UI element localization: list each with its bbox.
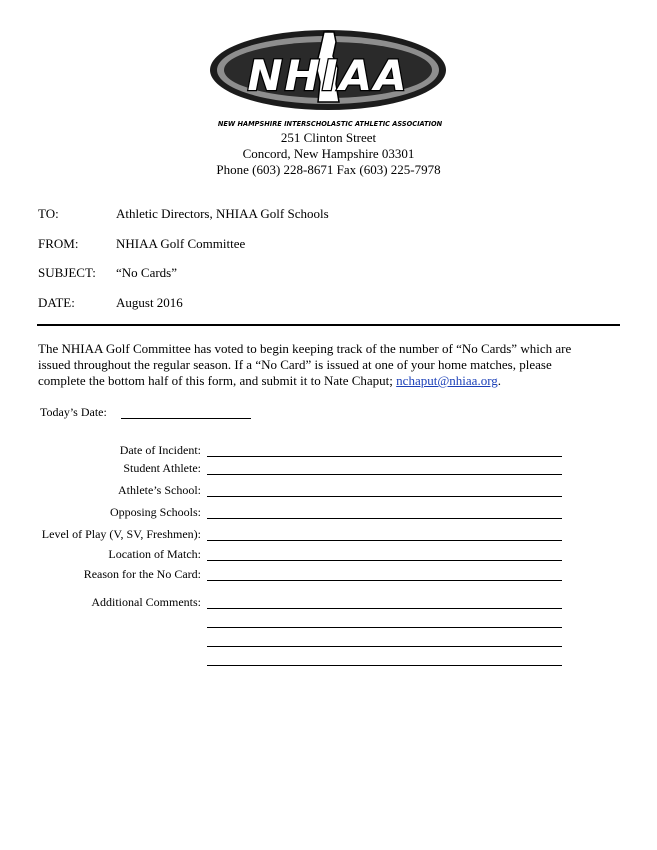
org-name: NEW HAMPSHIRE INTERSCHOLASTIC ATHLETIC ASSOCIATION (217, 120, 443, 128)
reason-no-card-label: Reason for the No Card: (83, 567, 201, 581)
memo-subject-value: “No Cards” (116, 265, 178, 280)
todays-date-label: Today’s Date: (40, 405, 107, 419)
memo-from-value: NHIAA Golf Committee (116, 236, 246, 251)
todays-date-field[interactable] (121, 418, 251, 419)
additional-comments-label: Additional Comments: (91, 595, 201, 609)
location-of-match-label: Location of Match: (108, 547, 201, 561)
additional-comments-field-4[interactable] (207, 665, 562, 666)
opposing-schools-label: Opposing Schools: (109, 505, 201, 519)
email-link[interactable]: nchaput@nhiaa.org (396, 373, 498, 388)
date-of-incident-label: Date of Incident: (119, 443, 201, 457)
memo-date-value: August 2016 (116, 295, 183, 310)
reason-no-card-field[interactable] (207, 580, 562, 581)
address-city: Concord, New Hampshire 03301 (242, 146, 415, 161)
memo-to-label: TO: (38, 206, 59, 221)
level-of-play-label: Level of Play (V, SV, Freshmen): (41, 527, 201, 541)
intro-text-end: . (497, 373, 502, 388)
memo-subject-label: SUBJECT: (38, 265, 96, 280)
additional-comments-field-3[interactable] (207, 646, 562, 647)
memo-to-value: Athletic Directors, NHIAA Golf Schools (116, 206, 329, 221)
athletes-school-label: Athlete’s School: (118, 483, 201, 497)
athletes-school-field[interactable] (207, 496, 562, 497)
header-divider (37, 324, 620, 326)
location-of-match-field[interactable] (207, 560, 562, 561)
address-street: 251 Clinton Street (280, 130, 377, 145)
memo-date-label: DATE: (38, 295, 75, 310)
level-of-play-field[interactable] (207, 540, 562, 541)
intro-text: The NHIAA Golf Committee has voted to begin keeping track of the number of “No Cards” which are issued throughout the regular season. If a “No Card” is issued at one of your home matches, please complete the bottom half of this form, and submit it to Nate Chaput; (38, 341, 572, 388)
student-athlete-label: Student Athlete: (123, 461, 201, 475)
address-phone-fax: Phone (603) 228-8671 Fax (603) 225-7978 (216, 162, 441, 177)
additional-comments-field-1[interactable] (207, 608, 562, 609)
opposing-schools-field[interactable] (207, 518, 562, 519)
memo-from-label: FROM: (38, 236, 79, 251)
additional-comments-field-2[interactable] (207, 627, 562, 628)
intro-paragraph (38, 341, 598, 389)
nhiaa-logo (206, 22, 451, 130)
student-athlete-field[interactable] (207, 474, 562, 475)
date-of-incident-field[interactable] (207, 456, 562, 457)
logo-wordmark: NHIAA (247, 51, 409, 100)
